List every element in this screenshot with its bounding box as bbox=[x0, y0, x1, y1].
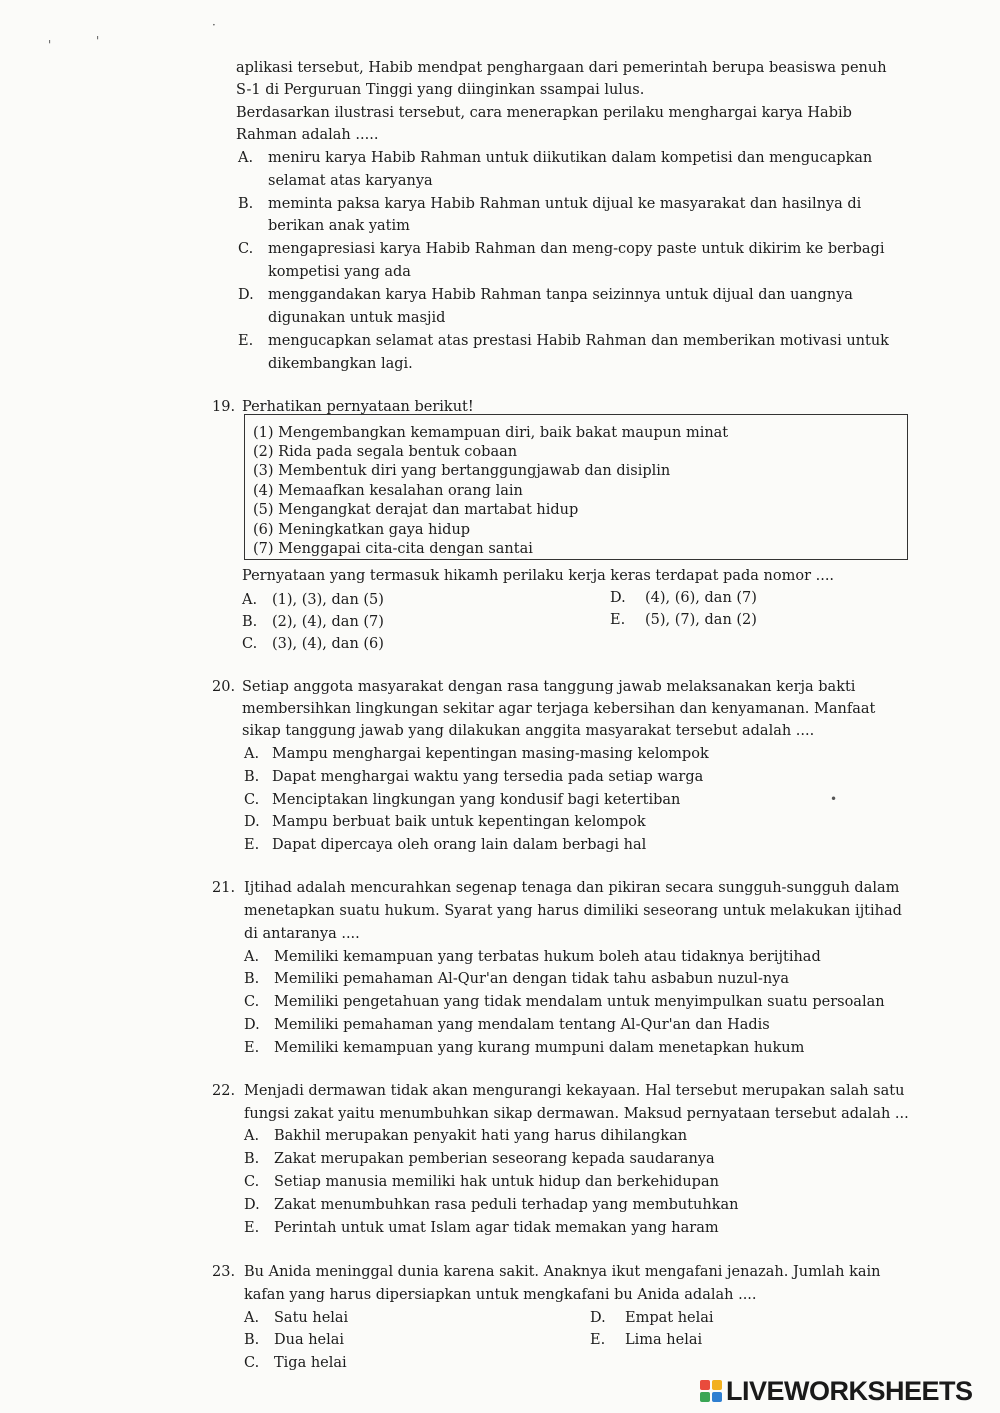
option-letter[interactable]: B. bbox=[244, 971, 260, 987]
option-text[interactable]: (3), (4), dan (6) bbox=[272, 636, 384, 652]
scan-speck: · bbox=[212, 18, 216, 32]
statement-box bbox=[244, 414, 908, 560]
question-text: menetapkan suatu hukum. Syarat yang harus dimiliki seseorang untuk melakukan ijtihad bbox=[244, 903, 902, 919]
option-letter[interactable]: A. bbox=[244, 746, 260, 762]
intro-line: aplikasi tersebut, Habib mendpat penghargaan dari pemerintah berupa beasiswa penuh bbox=[236, 60, 887, 76]
intro-line: S-1 di Perguruan Tinggi yang diinginkan ssampai lulus. bbox=[236, 82, 645, 98]
scan-speck: ' bbox=[96, 34, 100, 48]
option-text[interactable]: berikan anak yatim bbox=[268, 218, 410, 234]
logo-square-icon bbox=[700, 1380, 710, 1390]
option-letter[interactable]: C. bbox=[244, 1355, 260, 1371]
question-text: Bu Anida meninggal dunia karena sakit. Anaknya ikut mengafani jenazah. Jumlah kain bbox=[244, 1264, 881, 1280]
option-text[interactable]: Dapat dipercaya oleh orang lain dalam berbagi hal bbox=[272, 837, 647, 853]
option-letter[interactable]: E. bbox=[244, 1040, 260, 1056]
option-letter[interactable]: B. bbox=[238, 196, 254, 212]
option-text[interactable]: Setiap manusia memiliki hak untuk hidup dan berkehidupan bbox=[274, 1174, 719, 1190]
option-text[interactable]: Menciptakan lingkungan yang kondusif bagi ketertiban bbox=[272, 792, 681, 808]
option-text[interactable]: (2), (4), dan (7) bbox=[272, 614, 384, 630]
option-text[interactable]: Tiga helai bbox=[274, 1355, 347, 1371]
question-text: Pernyataan yang termasuk hikamh perilaku kerja keras terdapat pada nomor .... bbox=[242, 568, 835, 584]
question-text: membersihkan lingkungan sekitar agar terjaga kebersihan dan kenyamanan. Manfaat bbox=[242, 701, 876, 717]
option-text[interactable]: Zakat menumbuhkan rasa peduli terhadap yang membutuhkan bbox=[274, 1197, 739, 1213]
option-text[interactable]: Mampu berbuat baik untuk kepentingan kelompok bbox=[272, 814, 646, 830]
option-letter[interactable]: C. bbox=[244, 1174, 260, 1190]
question-text: kafan yang harus dipersiapkan untuk mengkafani bu Anida adalah .... bbox=[244, 1287, 757, 1303]
statement-item: (2) Rida pada segala bentuk cobaan bbox=[253, 444, 518, 460]
option-text[interactable]: Memiliki pengetahuan yang tidak mendalam untuk menyimpulkan suatu persoalan bbox=[274, 994, 885, 1010]
option-letter[interactable]: E. bbox=[590, 1332, 606, 1348]
question-number: 23. bbox=[212, 1264, 236, 1280]
question-text: fungsi zakat yaitu menumbuhkan sikap dermawan. Maksud pernyataan tersebut adalah ... bbox=[244, 1106, 909, 1122]
option-letter[interactable]: C. bbox=[242, 636, 258, 652]
option-text[interactable]: Memiliki kemampuan yang terbatas hukum boleh atau tidaknya berijtihad bbox=[274, 949, 821, 965]
option-letter[interactable]: A. bbox=[244, 1310, 260, 1326]
statement-item: (3) Membentuk diri yang bertanggungjawab dan disiplin bbox=[253, 463, 671, 479]
logo-square-icon bbox=[712, 1392, 722, 1402]
statement-item: (1) Mengembangkan kemampuan diri, baik bakat maupun minat bbox=[253, 425, 729, 441]
scan-speck: ' bbox=[48, 38, 52, 52]
question-text: Ijtihad adalah mencurahkan segenap tenaga dan pikiran secara sungguh-sungguh dalam bbox=[244, 880, 900, 896]
option-text[interactable]: Memiliki pemahaman yang mendalam tentang Al-Qur'an dan Hadis bbox=[274, 1017, 770, 1033]
question-number: 20. bbox=[212, 679, 236, 695]
option-text[interactable]: (1), (3), dan (5) bbox=[272, 592, 384, 608]
question-stem: Perhatikan pernyataan berikut! bbox=[242, 399, 474, 415]
option-letter[interactable]: B. bbox=[242, 614, 258, 630]
question-text: Menjadi dermawan tidak akan mengurangi kekayaan. Hal tersebut merupakan salah satu bbox=[244, 1083, 905, 1099]
option-text[interactable]: Memiliki pemahaman Al-Qur'an dengan tidak tahu asbabun nuzul-nya bbox=[274, 971, 790, 987]
option-letter[interactable]: C. bbox=[238, 241, 254, 257]
liveworksheets-logo-icon bbox=[700, 1380, 722, 1402]
option-text[interactable]: meminta paksa karya Habib Rahman untuk dijual ke masyarakat dan hasilnya di bbox=[268, 196, 862, 212]
scan-speck: • bbox=[830, 792, 838, 806]
option-text[interactable]: dikembangkan lagi. bbox=[268, 356, 413, 372]
statement-item: (7) Menggapai cita-cita dengan santai bbox=[253, 541, 533, 557]
option-letter[interactable]: E. bbox=[244, 837, 260, 853]
option-text[interactable]: Satu helai bbox=[274, 1310, 349, 1326]
option-text[interactable]: Dua helai bbox=[274, 1332, 345, 1348]
option-letter[interactable]: E. bbox=[244, 1220, 260, 1236]
option-text[interactable]: mengapresiasi karya Habib Rahman dan meng-copy paste untuk dikirim ke berbagi bbox=[268, 241, 885, 257]
option-text[interactable]: Empat helai bbox=[625, 1310, 714, 1326]
option-letter[interactable]: B. bbox=[244, 769, 260, 785]
statement-item: (4) Memaafkan kesalahan orang lain bbox=[253, 483, 523, 499]
option-text[interactable]: menggandakan karya Habib Rahman tanpa seizinnya untuk dijual dan uangnya bbox=[268, 287, 853, 303]
option-text[interactable]: selamat atas karyanya bbox=[268, 173, 433, 189]
question-text: Setiap anggota masyarakat dengan rasa tanggung jawab melaksanakan kerja bakti bbox=[242, 679, 856, 695]
question-number: 19. bbox=[212, 399, 236, 415]
logo-text: LIVEWORKSHEETS bbox=[726, 1375, 973, 1406]
option-text[interactable]: (4), (6), dan (7) bbox=[645, 590, 757, 606]
option-letter[interactable]: D. bbox=[244, 1017, 260, 1033]
intro-line: Berdasarkan ilustrasi tersebut, cara menerapkan perilaku menghargai karya Habib bbox=[236, 105, 852, 121]
option-letter[interactable]: D. bbox=[610, 590, 626, 606]
liveworksheets-logo bbox=[700, 1376, 973, 1406]
option-text[interactable]: Mampu menghargai kepentingan masing-masing kelompok bbox=[272, 746, 709, 762]
option-letter[interactable]: D. bbox=[244, 1197, 260, 1213]
question-number: 22. bbox=[212, 1083, 236, 1099]
option-letter[interactable]: C. bbox=[244, 792, 260, 808]
statement-item: (5) Mengangkat derajat dan martabat hidup bbox=[253, 502, 579, 518]
option-letter[interactable]: D. bbox=[238, 287, 254, 303]
question-number: 21. bbox=[212, 880, 236, 896]
option-letter[interactable]: A. bbox=[244, 1128, 260, 1144]
option-letter[interactable]: C. bbox=[244, 994, 260, 1010]
option-letter[interactable]: A. bbox=[238, 150, 254, 166]
intro-line: Rahman adalah ..... bbox=[236, 127, 379, 143]
option-text[interactable]: Perintah untuk umat Islam agar tidak memakan yang haram bbox=[274, 1220, 719, 1236]
option-letter[interactable]: E. bbox=[238, 333, 254, 349]
option-text[interactable]: Zakat merupakan pemberian seseorang kepada saudaranya bbox=[274, 1151, 715, 1167]
option-letter[interactable]: B. bbox=[244, 1332, 260, 1348]
option-letter[interactable]: D. bbox=[590, 1310, 606, 1326]
option-text[interactable]: Lima helai bbox=[625, 1332, 703, 1348]
logo-square-icon bbox=[700, 1392, 710, 1402]
option-text[interactable]: Bakhil merupakan penyakit hati yang harus dihilangkan bbox=[274, 1128, 688, 1144]
option-letter[interactable]: A. bbox=[242, 592, 258, 608]
option-letter[interactable]: E. bbox=[610, 612, 626, 628]
option-letter[interactable]: D. bbox=[244, 814, 260, 830]
option-letter[interactable]: B. bbox=[244, 1151, 260, 1167]
option-text[interactable]: (5), (7), dan (2) bbox=[645, 612, 757, 628]
logo-square-icon bbox=[712, 1380, 722, 1390]
question-text: sikap tanggung jawab yang dilakukan anggita masyarakat tersebut adalah .... bbox=[242, 723, 815, 739]
option-text[interactable]: meniru karya Habib Rahman untuk diikutikan dalam kompetisi dan mengucapkan bbox=[268, 150, 873, 166]
option-text[interactable]: Dapat menghargai waktu yang tersedia pada setiap warga bbox=[272, 769, 704, 785]
option-letter[interactable]: A. bbox=[244, 949, 260, 965]
option-text[interactable]: digunakan untuk masjid bbox=[268, 310, 446, 326]
option-text[interactable]: mengucapkan selamat atas prestasi Habib Rahman dan memberikan motivasi untuk bbox=[268, 333, 889, 349]
option-text[interactable]: Memiliki kemampuan yang kurang mumpuni dalam menetapkan hukum bbox=[274, 1040, 805, 1056]
option-text[interactable]: kompetisi yang ada bbox=[268, 264, 411, 280]
statement-item: (6) Meningkatkan gaya hidup bbox=[253, 522, 471, 538]
question-text: di antaranya .... bbox=[244, 926, 360, 942]
